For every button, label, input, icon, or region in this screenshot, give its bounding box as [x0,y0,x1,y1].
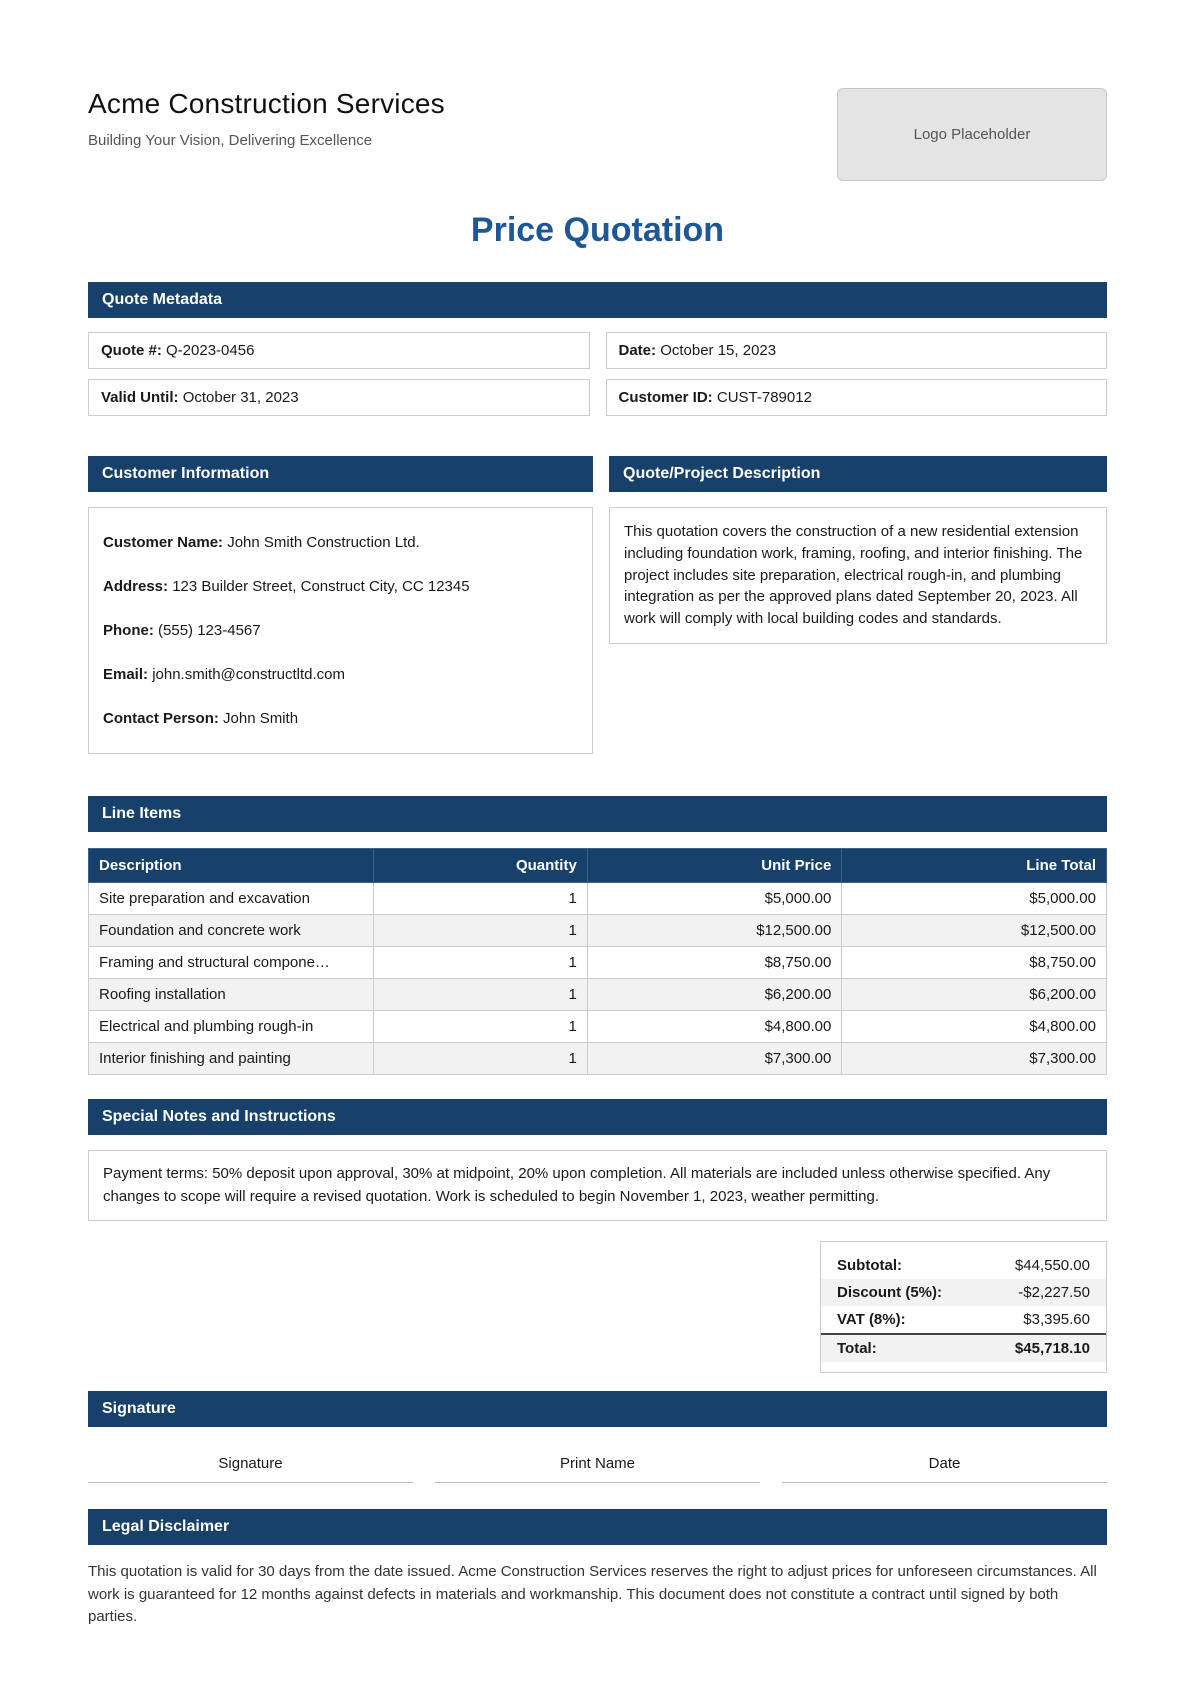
signature-field-label: Signature [218,1455,283,1472]
valid-until-label: Valid Until: [101,389,179,406]
valid-until-value: October 31, 2023 [182,389,299,406]
project-description-section-header: Quote/Project Description [609,456,1107,492]
cell-quantity: 1 [374,979,588,1011]
line-items-table-head [89,849,1107,883]
cell-line-total: $7,300.00 [842,1043,1107,1075]
totals-row-vat [821,1306,1106,1333]
customer-email-field [103,666,578,683]
discount-value: -$2,227.50 [1018,1284,1090,1301]
total-label: Total: [837,1340,877,1357]
customer-id-value: CUST-789012 [716,389,812,406]
document-header [88,88,1107,181]
customer-phone-label: Phone: [103,622,154,639]
cell-line-total: $8,750.00 [842,947,1107,979]
table-header-row [89,849,1107,883]
quote-number-label: Quote #: [101,342,162,359]
company-block [88,88,445,149]
customer-email-value: john.smith@constructltd.com [152,666,345,683]
line-items-table-body [89,883,1107,1075]
cell-quantity: 1 [374,915,588,947]
quote-metadata-grid [88,332,1107,416]
signature-line [88,1482,413,1483]
cell-unit-price: $5,000.00 [587,883,842,915]
quote-number-value: Q-2023-0456 [166,342,255,359]
table-row [89,947,1107,979]
date-value: October 15, 2023 [660,342,777,359]
customer-name-field [103,534,578,551]
company-name: Acme Construction Services [88,88,445,119]
col-header-quantity: Quantity [374,849,588,883]
legal-disclaimer-text: This quotation is valid for 30 days from the date issued. Acme Construction Services reserves the right to adjust prices for unforeseen circumstances. All work is guaranteed for 12 months against defects in materials and workmanship. This document does not constitute a contract until signed by both parties. [88,1563,1097,1625]
quotation-document [88,88,1107,1629]
info-section [88,456,1107,754]
quote-number-field [88,332,590,369]
subtotal-value: $44,550.00 [1014,1257,1090,1274]
date-label: Date: [618,342,657,359]
vat-label: VAT (8%): [837,1311,906,1328]
totals-row-subtotal [821,1252,1106,1279]
customer-address-field [103,578,578,595]
cell-line-total: $5,000.00 [842,883,1107,915]
vat-value: $3,395.60 [1023,1311,1090,1328]
contact-person-field [103,710,578,727]
cell-description: Site preparation and excavation [89,883,374,915]
page-title: Price Quotation [470,211,725,249]
signature-section-header: Signature [88,1391,1107,1427]
totals-box [820,1241,1107,1373]
table-row [89,979,1107,1011]
customer-name-value: John Smith Construction Ltd. [227,534,420,551]
special-notes-box: Payment terms: 50% deposit upon approval, 30% at midpoint, 20% upon completion. All materials are included unless otherwise specified. Any changes to scope will require a revised quotation. Work is scheduled to begin November 1, 2023, weather permitting. [88,1150,1107,1221]
col-header-line-total: Line Total [842,849,1107,883]
customer-phone-field [103,622,578,639]
cell-description: Framing and structural compone… [89,947,374,979]
signature-column-signature [88,1455,413,1483]
cell-quantity: 1 [374,947,588,979]
cell-description: Roofing installation [89,979,374,1011]
cell-quantity: 1 [374,1043,588,1075]
date-field-label: Date [928,1455,961,1472]
cell-unit-price: $12,500.00 [587,915,842,947]
print-name-line [435,1482,760,1483]
special-notes-section-header: Special Notes and Instructions [88,1099,1107,1135]
total-value: $45,718.10 [1014,1340,1090,1357]
customer-information-section-header: Customer Information [88,456,593,492]
logo-placeholder [837,88,1107,181]
customer-address-value: 123 Builder Street, Construct City, CC 12345 [172,578,470,595]
line-items-table [88,848,1107,1075]
cell-line-total: $12,500.00 [842,915,1107,947]
signature-column-date [782,1455,1107,1483]
signature-column-print-name [435,1455,760,1483]
print-name-field-label: Print Name [559,1455,636,1472]
customer-id-label: Customer ID: [618,389,713,406]
cell-line-total: $6,200.00 [842,979,1107,1011]
cell-unit-price: $8,750.00 [587,947,842,979]
table-row [89,1043,1107,1075]
cell-line-total: $4,800.00 [842,1011,1107,1043]
discount-label: Discount (5%): [837,1284,942,1301]
valid-until-field [88,379,590,416]
signature-area [88,1455,1107,1483]
legal-disclaimer-section-header: Legal Disclaimer [88,1509,1107,1545]
date-line [782,1482,1107,1483]
cell-unit-price: $6,200.00 [587,979,842,1011]
cell-quantity: 1 [374,883,588,915]
customer-information-column [88,456,593,754]
cell-description: Interior finishing and painting [89,1043,374,1075]
date-field [606,332,1108,369]
cell-description: Foundation and concrete work [89,915,374,947]
totals-row-discount [821,1279,1106,1306]
customer-name-label: Customer Name: [103,534,224,551]
col-header-description: Description [89,849,374,883]
company-tagline: Building Your Vision, Delivering Excellence [88,132,373,149]
contact-person-value: John Smith [223,710,299,727]
cell-quantity: 1 [374,1011,588,1043]
logo-placeholder-label: Logo Placeholder [913,126,1031,143]
cell-description: Electrical and plumbing rough-in [89,1011,374,1043]
table-row [89,1011,1107,1043]
table-row [89,915,1107,947]
customer-address-label: Address: [103,578,169,595]
contact-person-label: Contact Person: [103,710,219,727]
customer-id-field [606,379,1108,416]
totals-row-total [821,1333,1106,1362]
customer-phone-value: (555) 123-4567 [158,622,261,639]
line-items-section-header: Line Items [88,796,1107,832]
cell-unit-price: $7,300.00 [587,1043,842,1075]
quote-metadata-section-header: Quote Metadata [88,282,1107,318]
col-header-unit-price: Unit Price [587,849,842,883]
customer-information-box [88,507,593,754]
table-row [89,883,1107,915]
subtotal-label: Subtotal: [837,1257,902,1274]
customer-email-label: Email: [103,666,149,683]
project-description-box: This quotation covers the construction of a new residential extension including foundation work, framing, roofing, and interior finishing. The project includes site preparation, electrical rough-in, and plumbing integration as per the approved plans dated September 20, 2023. All work will comply with local building codes and standards. [609,507,1107,644]
cell-unit-price: $4,800.00 [587,1011,842,1043]
project-description-column [609,456,1107,754]
